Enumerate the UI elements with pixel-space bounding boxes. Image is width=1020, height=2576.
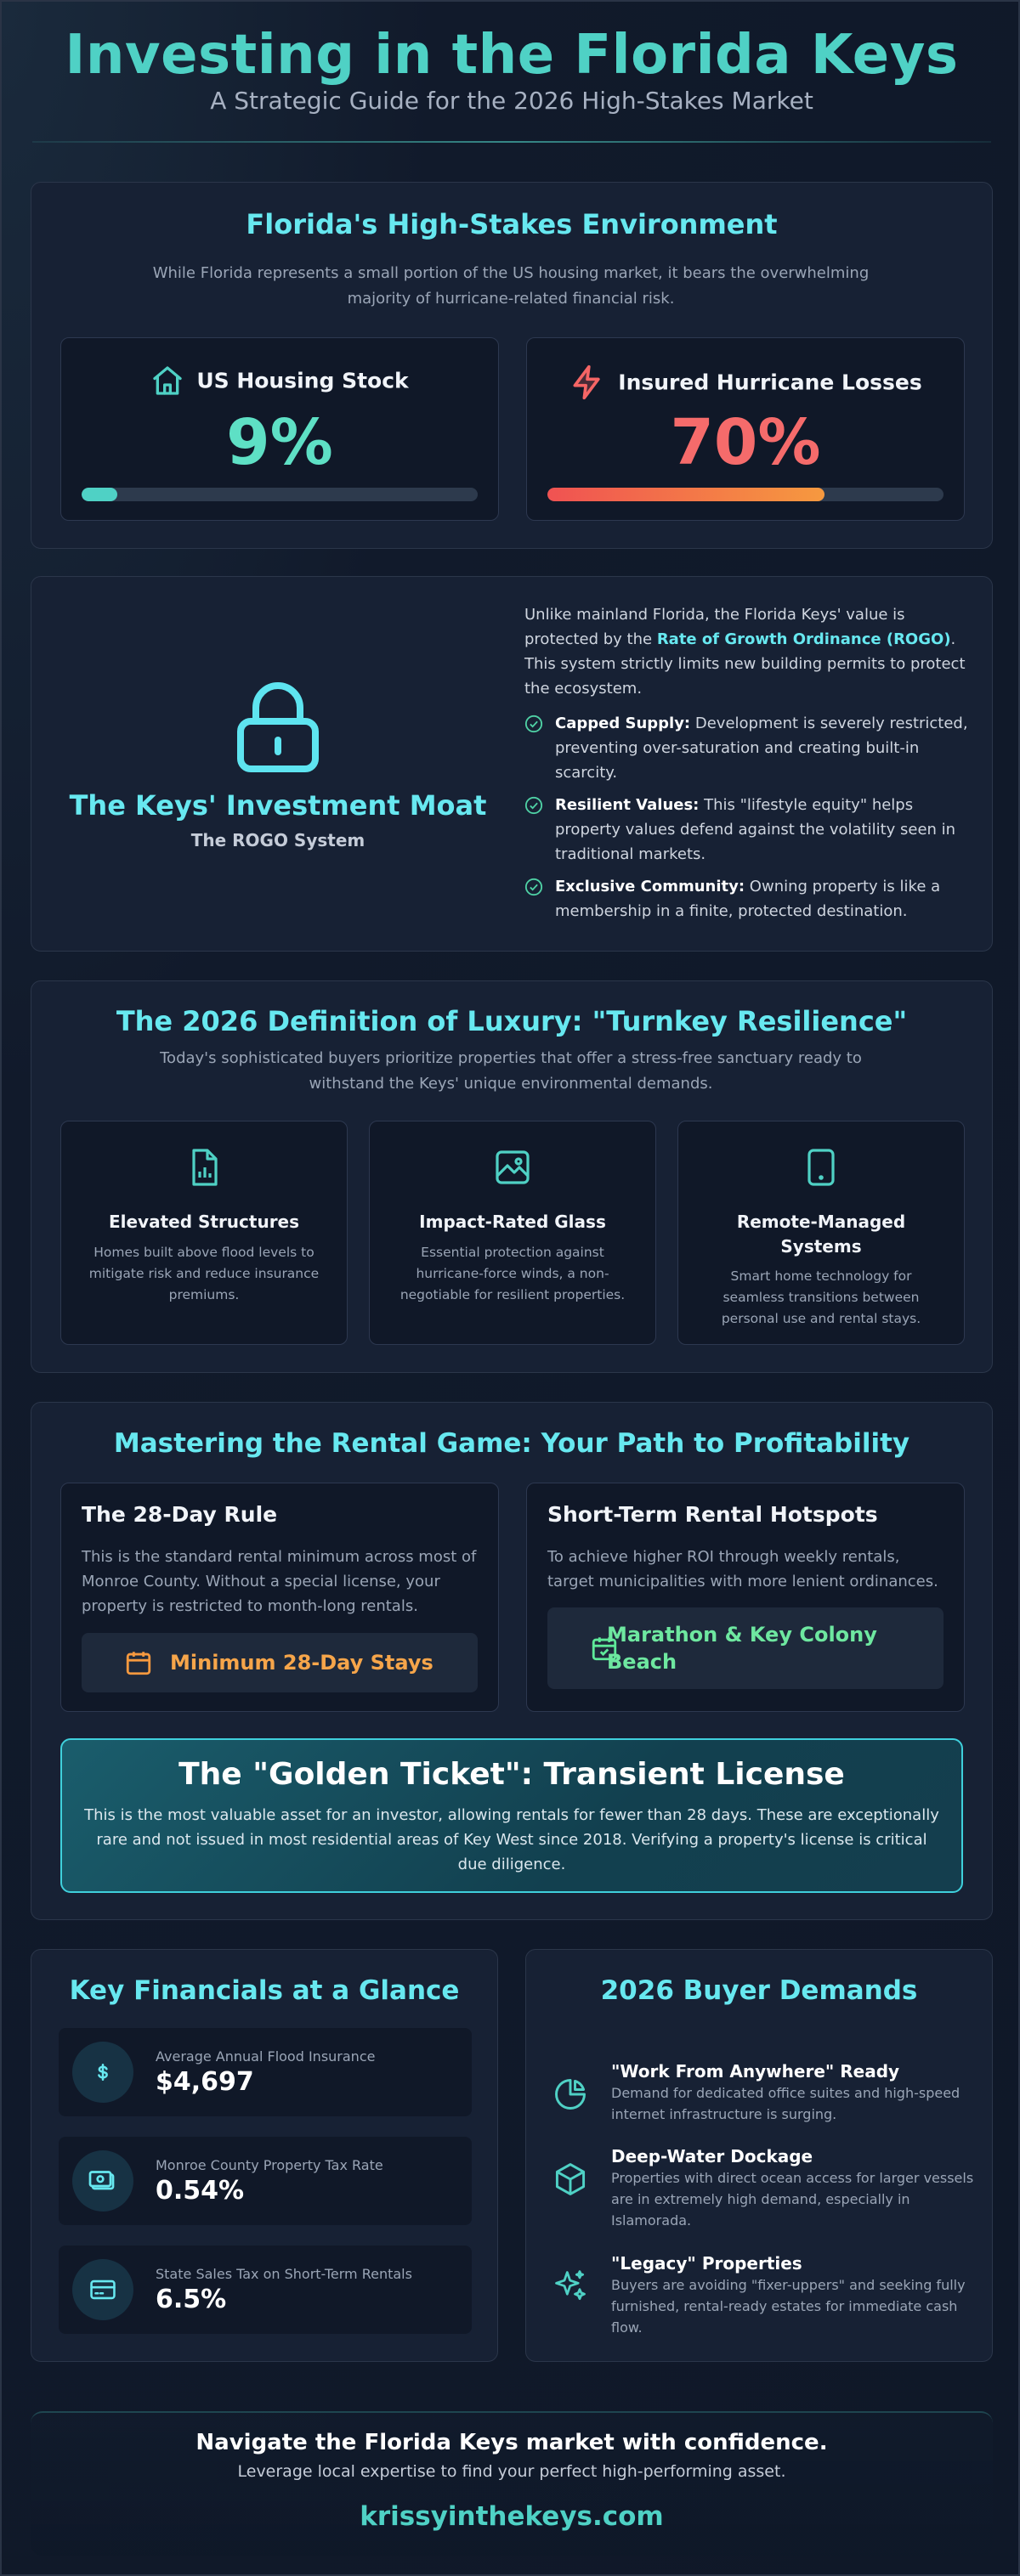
moat-intro: Unlike mainland Florida, the Florida Keys' value is protected by the Rate of Growth Ordinance (ROGO). This system strictly limits new building permits to protect the ecosystem. bbox=[524, 606, 966, 698]
hotspots-badge-label: Marathon & Key Colony Beach bbox=[607, 1623, 877, 1674]
footer-title: Navigate the Florida Keys market with confidence. bbox=[196, 2430, 828, 2455]
environment-section bbox=[31, 182, 993, 549]
moat-subtitle: The ROGO System bbox=[190, 830, 366, 850]
feature-title: Remote-Managed Systems bbox=[736, 1212, 906, 1257]
stat-value: 70% bbox=[670, 406, 821, 479]
rule-card bbox=[60, 1483, 499, 1712]
rule-description: This is the standard rental minimum across most of Monroe County. Without a special license, your property is restricted to month-long rentals. bbox=[82, 1548, 477, 1615]
stat-label: Insured Hurricane Losses bbox=[618, 370, 922, 395]
feature-description: Smart home technology for seamless transitions between personal use and rental stays. bbox=[721, 1268, 921, 1326]
progress-bar-fill bbox=[547, 488, 824, 501]
stat-card-housing bbox=[60, 337, 499, 521]
financial-value: 6.5% bbox=[156, 2285, 227, 2314]
feature-card bbox=[60, 1121, 348, 1345]
luxury-section bbox=[31, 980, 993, 1373]
moat-point: Exclusive Community: Owning property is like a membership in a finite, protected destination. bbox=[524, 874, 975, 924]
calendar-icon bbox=[124, 1648, 153, 1677]
demand-title: "Work From Anywhere" Ready bbox=[611, 2061, 900, 2082]
progress-bar-track bbox=[82, 488, 478, 501]
stat-card-losses bbox=[526, 337, 965, 521]
moat-title: The Keys' Investment Moat bbox=[69, 789, 487, 822]
rental-title: Mastering the Rental Game: Your Path to Profitability bbox=[113, 1428, 910, 1459]
stat-value: 9% bbox=[226, 406, 333, 479]
financial-value: $4,697 bbox=[156, 2067, 254, 2097]
check-circle-icon bbox=[524, 796, 543, 815]
hotspots-description: To achieve higher ROI through weekly rentals, target municipalities with more lenient ordinances. bbox=[547, 1548, 938, 1590]
luxury-title: The 2026 Definition of Luxury: "Turnkey Resilience" bbox=[116, 1005, 908, 1037]
cube-icon bbox=[552, 2161, 589, 2198]
moat-point: Capped Supply: Development is severely restricted, preventing over-saturation and creating built-in scarcity. bbox=[524, 711, 975, 785]
feature-description: Essential protection against hurricane-force winds, a non-negotiable for resilient properties. bbox=[400, 1245, 626, 1302]
demand-title: "Legacy" Properties bbox=[611, 2253, 802, 2274]
financial-item bbox=[59, 2028, 472, 2116]
luxury-description: Today's sophisticated buyers prioritize properties that offer a stress-free sanctuary ready to withstand the Keys' unique environmental demands. bbox=[160, 1049, 862, 1093]
hotspots-card bbox=[526, 1483, 965, 1712]
progress-bar-track bbox=[547, 488, 944, 501]
feature-description: Homes built above flood levels to mitigate risk and reduce insurance premiums. bbox=[88, 1245, 320, 1302]
progress-bar-fill bbox=[82, 488, 117, 501]
environment-description: While Florida represents a small portion of the US housing market, it bears the overwhelming majority of hurricane-related financial risk. bbox=[152, 264, 870, 308]
check-circle-icon bbox=[524, 715, 543, 733]
header-divider bbox=[32, 141, 991, 143]
footer-subtitle: Leverage local expertise to find your perfect high-performing asset. bbox=[237, 2462, 786, 2481]
financial-item bbox=[59, 2246, 472, 2334]
feature-title: Elevated Structures bbox=[108, 1212, 300, 1232]
golden-ticket-callout bbox=[60, 1738, 963, 1893]
pie-chart-icon bbox=[552, 2076, 589, 2113]
demand-title: Deep-Water Dockage bbox=[611, 2146, 813, 2166]
sparkles-icon bbox=[552, 2268, 589, 2305]
hotspots-title: Short-Term Rental Hotspots bbox=[547, 1502, 878, 1527]
rental-section bbox=[31, 1402, 993, 1920]
page-subtitle: A Strategic Guide for the 2026 High-Stakes Market bbox=[210, 87, 813, 115]
moat-section bbox=[31, 576, 993, 952]
feature-card bbox=[677, 1121, 965, 1345]
feature-card bbox=[369, 1121, 656, 1345]
card-icon bbox=[88, 2275, 117, 2304]
financial-label: Average Annual Flood Insurance bbox=[156, 2048, 376, 2065]
environment-title: Florida's High-Stakes Environment bbox=[246, 208, 778, 240]
elevation-chart-icon bbox=[184, 1147, 224, 1188]
feature-title: Impact-Rated Glass bbox=[419, 1212, 606, 1232]
cash-icon bbox=[88, 2166, 118, 2196]
lock-icon bbox=[234, 679, 322, 774]
lightning-icon bbox=[569, 364, 606, 401]
house-icon bbox=[150, 364, 184, 398]
rule-badge bbox=[82, 1633, 478, 1692]
rogo-highlight: Rate of Growth Ordinance (ROGO) bbox=[656, 630, 951, 648]
website-link[interactable]: krissyinthekeys.com bbox=[360, 2501, 664, 2532]
demand-item bbox=[552, 2145, 977, 2231]
footer bbox=[31, 2411, 993, 2556]
financials-section bbox=[31, 1949, 498, 2362]
financials-title: Key Financials at a Glance bbox=[69, 1975, 460, 2006]
demand-description: Properties with direct ocean access for larger vessels are in extremely high demand, especially in Islamorada. bbox=[611, 2170, 974, 2229]
check-circle-icon bbox=[524, 878, 543, 896]
page-title: Investing in the Florida Keys bbox=[65, 24, 959, 87]
financial-label: State Sales Tax on Short-Term Rentals bbox=[156, 2266, 412, 2282]
golden-ticket-title: The "Golden Ticket": Transient License bbox=[178, 1757, 845, 1792]
demand-item bbox=[552, 2060, 977, 2125]
rule-badge-label: Minimum 28-Day Stays bbox=[170, 1651, 434, 1675]
stat-label: US Housing Stock bbox=[196, 368, 409, 393]
demand-description: Buyers are avoiding "fixer-uppers" and seeking fully furnished, rental-ready estates for immediate cash flow. bbox=[611, 2277, 966, 2336]
golden-ticket-description: This is the most valuable asset for an investor, allowing rentals for fewer than 28 days. These are exceptionally rare and not issued in most residential areas of Key West since 2018. Verifying a property's license is critical due diligence. bbox=[84, 1806, 939, 1873]
demand-description: Demand for dedicated office suites and high-speed internet infrastructure is surging. bbox=[611, 2085, 960, 2122]
window-image-icon bbox=[492, 1147, 533, 1188]
demands-title: 2026 Buyer Demands bbox=[600, 1975, 918, 2006]
rule-title: The 28-Day Rule bbox=[82, 1502, 278, 1527]
tablet-icon bbox=[801, 1147, 842, 1188]
financial-item bbox=[59, 2137, 472, 2225]
financial-label: Monroe County Property Tax Rate bbox=[156, 2157, 383, 2173]
demands-section bbox=[525, 1949, 993, 2362]
demand-item bbox=[552, 2252, 977, 2338]
financial-value: 0.54% bbox=[156, 2176, 245, 2206]
hotspots-badge bbox=[547, 1607, 944, 1689]
moat-point: Resilient Values: This "lifestyle equity" helps property values defend against the volatility seen in traditional markets. bbox=[524, 793, 975, 867]
dollar-icon bbox=[90, 2059, 116, 2085]
